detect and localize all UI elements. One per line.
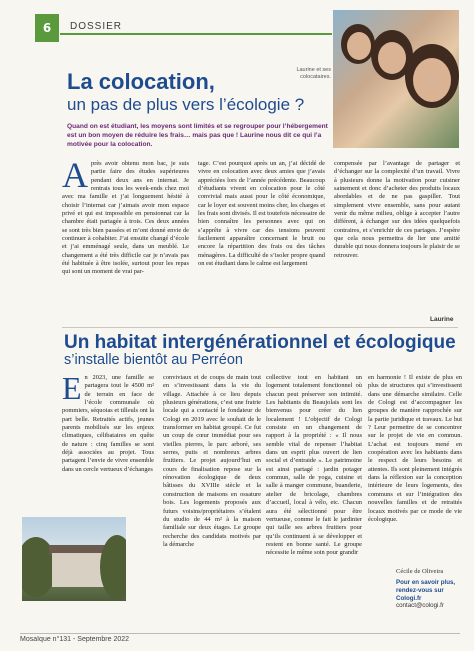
students-photo xyxy=(333,10,459,148)
footer-issue: Mosaïque n°131 - Septembre 2022 xyxy=(20,636,130,643)
more-info-box xyxy=(396,579,468,610)
article2-col3-text: collective tout en habitant un logement totalement fonctionnel où chacun peut préserver son intimité. Les habitants du Beaujolais sont les bienvenus pour créer du lien localement ! L’objectif de Cologi consiste en un changement de rapport à la propriété : « Il nous semble vital de repenser l’habitat dans un esprit plus ouvert de lien social et d’entraide ». Le patrimoine est ainsi partagé : jardin potager commun, salle de yoga, cuisine et salle à manger commune, buanderie, atelier de bricolage, chambres d’accueil, local à vélo, etc. Chacun aura été sélectionné pour être vertueuse, comme le fait le jardinier qui taille ses arbres fruitiers pour qu’ils continuent à se développer et restent en bonne santé. Le groupe nécessite le même soin pour grandir xyxy=(266,374,362,557)
article2-col1-text: n 2023, une famille se partagera tout le 4500 m² de terrain en face de l’école communale où pommiers, séquoias et tilleuls ont la part belle. Retraités actifs, jeunes parents mobilisés sur les enjeux climatiques, célibataires en quête de nature : cinq familles se sont déjà associées au projet. Tous partagent l’envie de vivre ensemble dans un cercle vertueux d’échanges xyxy=(62,374,154,473)
more-info-link[interactable]: rendez-vous sur Cologi.fr xyxy=(396,586,444,602)
footer-rule xyxy=(20,633,460,634)
article1-dropcap: A xyxy=(62,155,88,195)
article1-column-1 xyxy=(62,155,189,277)
article2-subtitle: s’installe bientôt au Perréon xyxy=(64,352,243,368)
article2-column-2 xyxy=(163,374,261,549)
contact-email[interactable]: contact@cologi.fr xyxy=(396,602,444,610)
article1-subtitle: un pas de plus vers l’écologie ? xyxy=(67,95,305,114)
article2-col4-text: en harmonie ! Il existe de plus en plus de structures qui s’investissent dans une démarche similaire. Celle de Cologi est d’accompagner les groupes de manière rapprochée sur la partie juridique et travaux. Le but ? Leur permettre de se concentrer sur le projet de vie en commun. L’achat est toujours mené en coopération avec les habitants dans le respect de leurs besoins et attentes. Ils sont pleinement intégrés dans la réflexion sur la conception intérieure de leurs logements, des communs et sur l’intégration des nouvelles familles et de retraités locaux motivés par ce mode de vie écologique. xyxy=(368,374,462,523)
article2-col2-text: conviviaux et de coups de main tout en s’investissant dans la vie du village. Attachée à ce lieu depuis plusieurs générations, c’est une fratrie locale qui a contacté le fondateur de Cologi en 2019 avec le souhait de le transformer en habitat groupé. Ce fut un coup de cœur immédiat pour ses vieilles pierres, le parc arboré, ses serres, puits et nombreux arbres fruitiers. Le projet aujourd’hui en cours de finalisation repose sur la rénovation écologique de deux bâtisses du XVIIIe siècle et la construction de maisons en ossature bois. Les logements proposés aux futurs voisins/propriétaires s’étalent du studio de 44 m² à la maison familiale sur deux étages. Le groupe recherche des candidats motivés par la démarche xyxy=(163,374,261,548)
article1-lede: Quand on est étudiant, les moyens sont limités et se regrouper pour l’hébergement est un bon moyen de réduire les frais… mais pas que ! Laurine nous dit ce qui l’a motivée pour la colocation. xyxy=(67,123,328,148)
more-info-label: Pour en savoir plus, xyxy=(396,579,456,586)
article1-title: La colocation, xyxy=(67,69,215,94)
header-rule xyxy=(60,33,332,35)
article2-dropcap: E xyxy=(62,370,82,406)
section-label: DOSSIER xyxy=(70,21,123,32)
article1-col1-text: près avoir obtenu mon bac, je suis partie faire des études supérieures pendant deux ans en internat. Je rentrais tous les week-ends chez moi avec ma famille et j’ai longuement hésité à choisir l’internat car j’aimais avoir mon espace privé et qui est impossible en pensionnat car la chambre était partagée à trois. Ces deux années se sont très bien passées et m’ont donné envie de continuer à cohabiter. J’ai ensuite changé d’école et j’ai emménagé seule, dans un meublé. Le changement a été très difficile car je n’avais pas été habituée à être isolée, surtout pour les repas qui sont un moment de vrai par- xyxy=(62,160,189,276)
photo-caption: Laurine et ses colocataires. xyxy=(296,67,331,80)
article2-column-3 xyxy=(266,374,362,558)
article2-column-1 xyxy=(62,370,154,474)
article1-signature: Laurine xyxy=(430,316,454,323)
photo-shape xyxy=(378,42,406,74)
article2-column-4 xyxy=(368,374,462,524)
page-number-badge: 6 xyxy=(35,14,59,42)
article1-col3-text: compensée par l’avantage de partager et d’échanger sur la complexité d’un travail. Vivre à plusieurs donne la motivation pour cuisiner sainement et donc d’acheter des produits locaux abordables et de ne pas gaspiller. Tout simplement vivre ensemble, sans pour autant venir du même milieu, oblige à accepter l’autre différent, à échanger sur des idées quelquefois contraires, et s’enrichir de ces partages. J’espère que cela nous permettra de lier une amitié durable qui nous donnera toujours le plaisir de se retrouver. xyxy=(334,160,460,259)
photo-shape xyxy=(413,58,451,102)
article1-column-2 xyxy=(198,160,325,268)
article-divider xyxy=(62,327,458,328)
article1-column-3 xyxy=(334,160,460,260)
article1-col2-text: tage. C’est pourquoi après un an, j’ai décidé de vivre en colocation avec deux amies que j’avais appréciées lors de l’année précédente. Beaucoup d’étudiants vivent en colocation pour le côté convivial mais aussi pour le côté économique, car le loyer est souvent moins cher, les charges et les frais sont divisés. Il est toutefois nécessaire de bien connaître les personnes avec qui on s’apprête à vivre car des tensions peuvent facilement apparaître concernant le bruit ou encore la répartition des frais ou des tâches ménagères. La difficulté de s’isoler propre quand on est étudiant dans le calme est largement xyxy=(198,160,325,268)
photo-shape xyxy=(347,32,371,60)
article2-credit: Cécile de Oliveira xyxy=(396,568,444,575)
house-photo xyxy=(22,517,126,601)
article2-title: Un habitat intergénérationnel et écologique xyxy=(64,332,456,353)
photo-shape xyxy=(100,535,126,599)
